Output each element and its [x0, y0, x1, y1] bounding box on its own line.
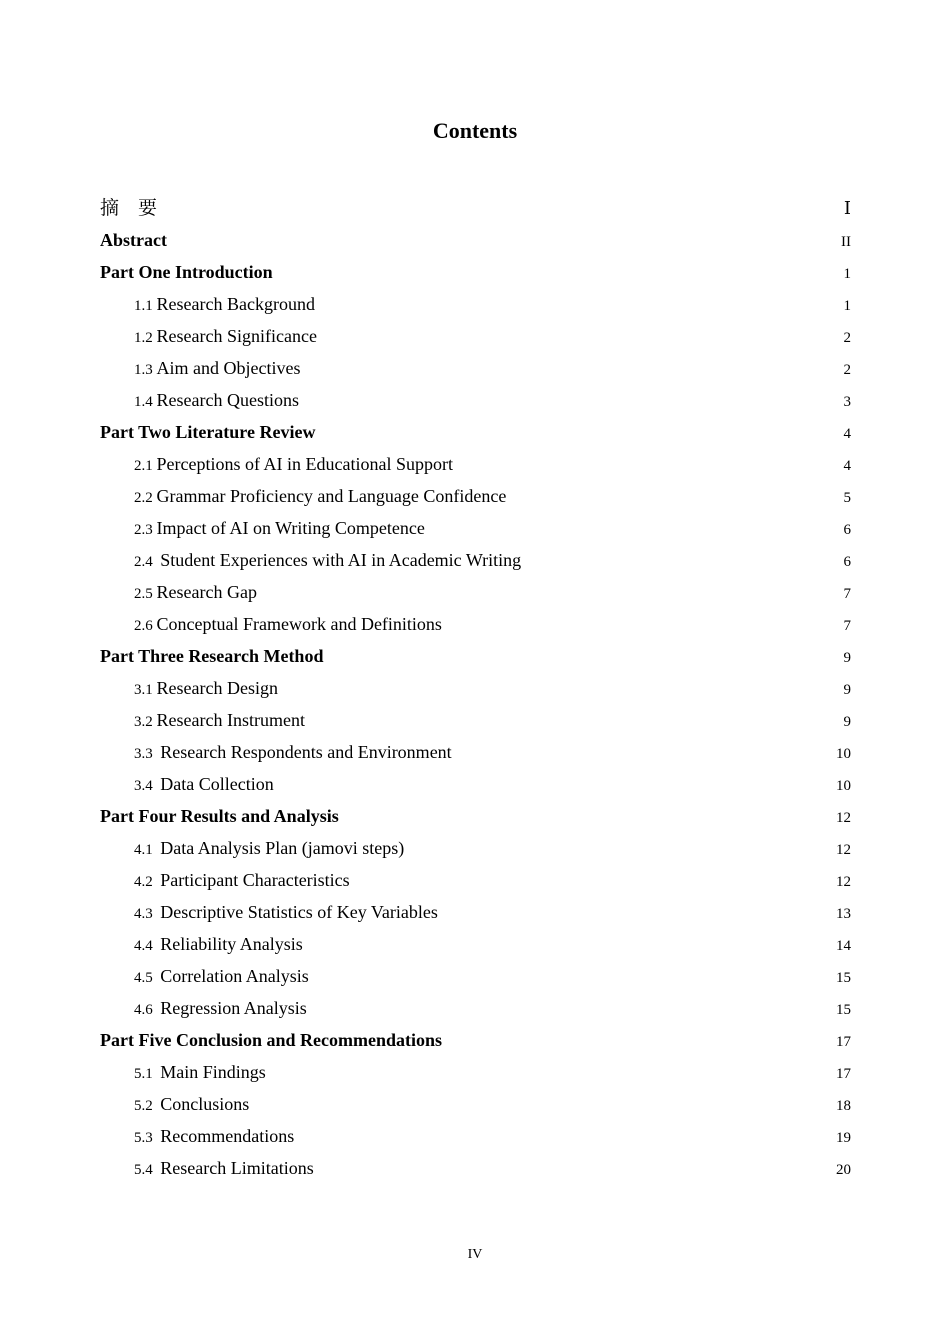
toc-entry[interactable] [100, 1152, 851, 1184]
toc-entry-title: Research Gap [156, 582, 257, 602]
toc-entry-page: 1 [843, 298, 851, 314]
toc-entry-title: Research Background [156, 294, 315, 314]
toc-entry-number: 3.1 [134, 682, 157, 698]
toc-entry[interactable] [100, 864, 851, 896]
toc-entry[interactable] [100, 544, 851, 576]
page-number: IV [467, 1247, 483, 1262]
toc-entry-page: 10 [836, 746, 851, 762]
toc-entry-title: Research Questions [156, 390, 299, 410]
toc-entry-page: 7 [843, 586, 851, 602]
toc-entry-title: Part Two Literature Review [100, 422, 316, 442]
toc-entry-number: 5.4 [134, 1162, 161, 1178]
toc-entry-number: 4.3 [134, 906, 161, 922]
toc-entry[interactable] [100, 1088, 851, 1120]
toc-entry-page: 17 [836, 1034, 851, 1050]
toc-entry-page: II [841, 234, 851, 250]
toc-entry-number: 1.2 [134, 330, 157, 346]
toc-entry-number: 4.4 [134, 938, 161, 954]
toc-entry[interactable] [100, 928, 851, 960]
toc-entry-number: 2.4 [134, 554, 161, 570]
toc-entry-number: 2.2 [134, 490, 157, 506]
toc-entry-page: 2 [843, 362, 851, 378]
toc-entry-number: 3.3 [134, 746, 161, 762]
toc-entry-page: 14 [836, 938, 851, 954]
toc-entry-page: 7 [843, 618, 851, 634]
toc-entry-page: 17 [836, 1066, 851, 1082]
toc-entry-title: Perceptions of AI in Educational Support [156, 454, 453, 474]
toc-entry[interactable] [100, 320, 851, 352]
toc-entry-title: Student Experiences with AI in Academic Writing [160, 550, 522, 570]
toc-entry-page: 2 [843, 330, 851, 346]
toc-entry-title: Part Four Results and Analysis [100, 806, 339, 826]
toc-entry[interactable] [100, 256, 851, 288]
toc-entry-number: 4.1 [134, 842, 161, 858]
toc-entry-number: 1.1 [134, 298, 157, 314]
toc-entry[interactable] [100, 736, 851, 768]
toc-entry-title: Grammar Proficiency and Language Confidence [156, 486, 507, 506]
toc-entry-title: Research Significance [156, 326, 317, 346]
toc-entry-page: 4 [843, 458, 851, 474]
toc-entry-number: 2.5 [134, 586, 157, 602]
toc-entry-number: 5.1 [134, 1066, 161, 1082]
toc-entry-number: 5.2 [134, 1098, 161, 1114]
toc-entry-title: Research Instrument [156, 710, 305, 730]
toc-entry[interactable] [100, 640, 851, 672]
toc-entry-page: 13 [836, 906, 851, 922]
toc-entry-number: 2.3 [134, 522, 157, 538]
toc-entry[interactable] [100, 288, 851, 320]
toc-entry-title: Reliability Analysis [160, 934, 303, 954]
toc-entry-page: 15 [836, 1002, 851, 1018]
toc-entry-title: Correlation Analysis [160, 966, 309, 986]
toc-entry-page: 15 [836, 970, 851, 986]
toc-entry-page: 9 [843, 714, 851, 730]
toc-entry[interactable] [100, 896, 851, 928]
toc-entry-page: 5 [843, 490, 851, 506]
toc-entry-title: Recommendations [160, 1126, 295, 1146]
toc-entry-number: 4.6 [134, 1002, 161, 1018]
toc-entry-title: Research Design [156, 678, 278, 698]
toc-entry-page: Ⅰ [843, 198, 851, 218]
toc-entry-number: 1.4 [134, 394, 157, 410]
toc-entry[interactable] [100, 576, 851, 608]
toc-entry-title: Part Five Conclusion and Recommendations [100, 1030, 442, 1050]
toc-entry[interactable] [100, 800, 851, 832]
toc-entry[interactable] [100, 1120, 851, 1152]
toc-entry-number: 3.2 [134, 714, 157, 730]
toc-entry[interactable] [100, 448, 851, 480]
toc-entry-page: 20 [836, 1162, 851, 1178]
toc-entry-number: 4.2 [134, 874, 161, 890]
toc-entry-page: 9 [843, 650, 851, 666]
toc-entry-number: 3.4 [134, 778, 161, 794]
toc-entry[interactable] [100, 480, 851, 512]
toc-entry-page: 6 [843, 522, 851, 538]
toc-entry-page: 4 [843, 426, 851, 442]
toc-entry-page: 3 [843, 394, 851, 410]
toc-entry-title: 摘 要 [100, 198, 158, 219]
toc-entry[interactable] [100, 192, 851, 224]
toc-entry-page: 18 [836, 1098, 851, 1114]
toc-entry-page: 12 [836, 874, 851, 890]
toc-entry-title: Aim and Objectives [156, 358, 301, 378]
toc-entry-title: Data Analysis Plan (jamovi steps) [160, 838, 405, 858]
toc-entry[interactable] [100, 1024, 851, 1056]
toc-entry-page: 10 [836, 778, 851, 794]
toc-entry-title: Conclusions [160, 1094, 250, 1114]
toc-entry-title: Data Collection [160, 774, 274, 794]
toc-entry-title: Regression Analysis [160, 998, 307, 1018]
toc-entry-title: Part One Introduction [100, 262, 273, 282]
toc-entry[interactable] [100, 960, 851, 992]
toc-entry-page: 12 [836, 810, 851, 826]
toc-entry[interactable] [100, 1056, 851, 1088]
toc-entry[interactable] [100, 352, 851, 384]
toc-entry-title: Impact of AI on Writing Competence [156, 518, 425, 538]
table-of-contents [100, 192, 851, 1184]
toc-entry-number: 1.3 [134, 362, 157, 378]
toc-entry-title: Part Three Research Method [100, 646, 324, 666]
toc-entry[interactable] [100, 512, 851, 544]
toc-entry-title: Abstract [100, 230, 167, 250]
toc-entry-title: Conceptual Framework and Definitions [156, 614, 442, 634]
toc-entry-page: 12 [836, 842, 851, 858]
toc-entry[interactable] [100, 224, 851, 256]
toc-entry[interactable] [100, 832, 851, 864]
toc-entry[interactable] [100, 768, 851, 800]
toc-entry-page: 19 [836, 1130, 851, 1146]
toc-entry[interactable] [100, 384, 851, 416]
toc-entry[interactable] [100, 704, 851, 736]
toc-entry[interactable] [100, 672, 851, 704]
toc-entry[interactable] [100, 608, 851, 640]
page-title: Contents [432, 118, 518, 143]
toc-entry-page: 9 [843, 682, 851, 698]
toc-entry-title: Main Findings [160, 1062, 266, 1082]
toc-entry-page: 1 [843, 266, 851, 282]
toc-entry-page: 6 [843, 554, 851, 570]
toc-entry-title: Research Limitations [160, 1158, 314, 1178]
toc-entry[interactable] [100, 992, 851, 1024]
toc-entry-number: 5.3 [134, 1130, 161, 1146]
toc-entry[interactable] [100, 416, 851, 448]
toc-entry-number: 4.5 [134, 970, 161, 986]
toc-entry-number: 2.1 [134, 458, 157, 474]
toc-entry-title: Research Respondents and Environment [160, 742, 452, 762]
toc-entry-title: Participant Characteristics [160, 870, 350, 890]
toc-entry-number: 2.6 [134, 618, 157, 634]
toc-entry-title: Descriptive Statistics of Key Variables [160, 902, 438, 922]
